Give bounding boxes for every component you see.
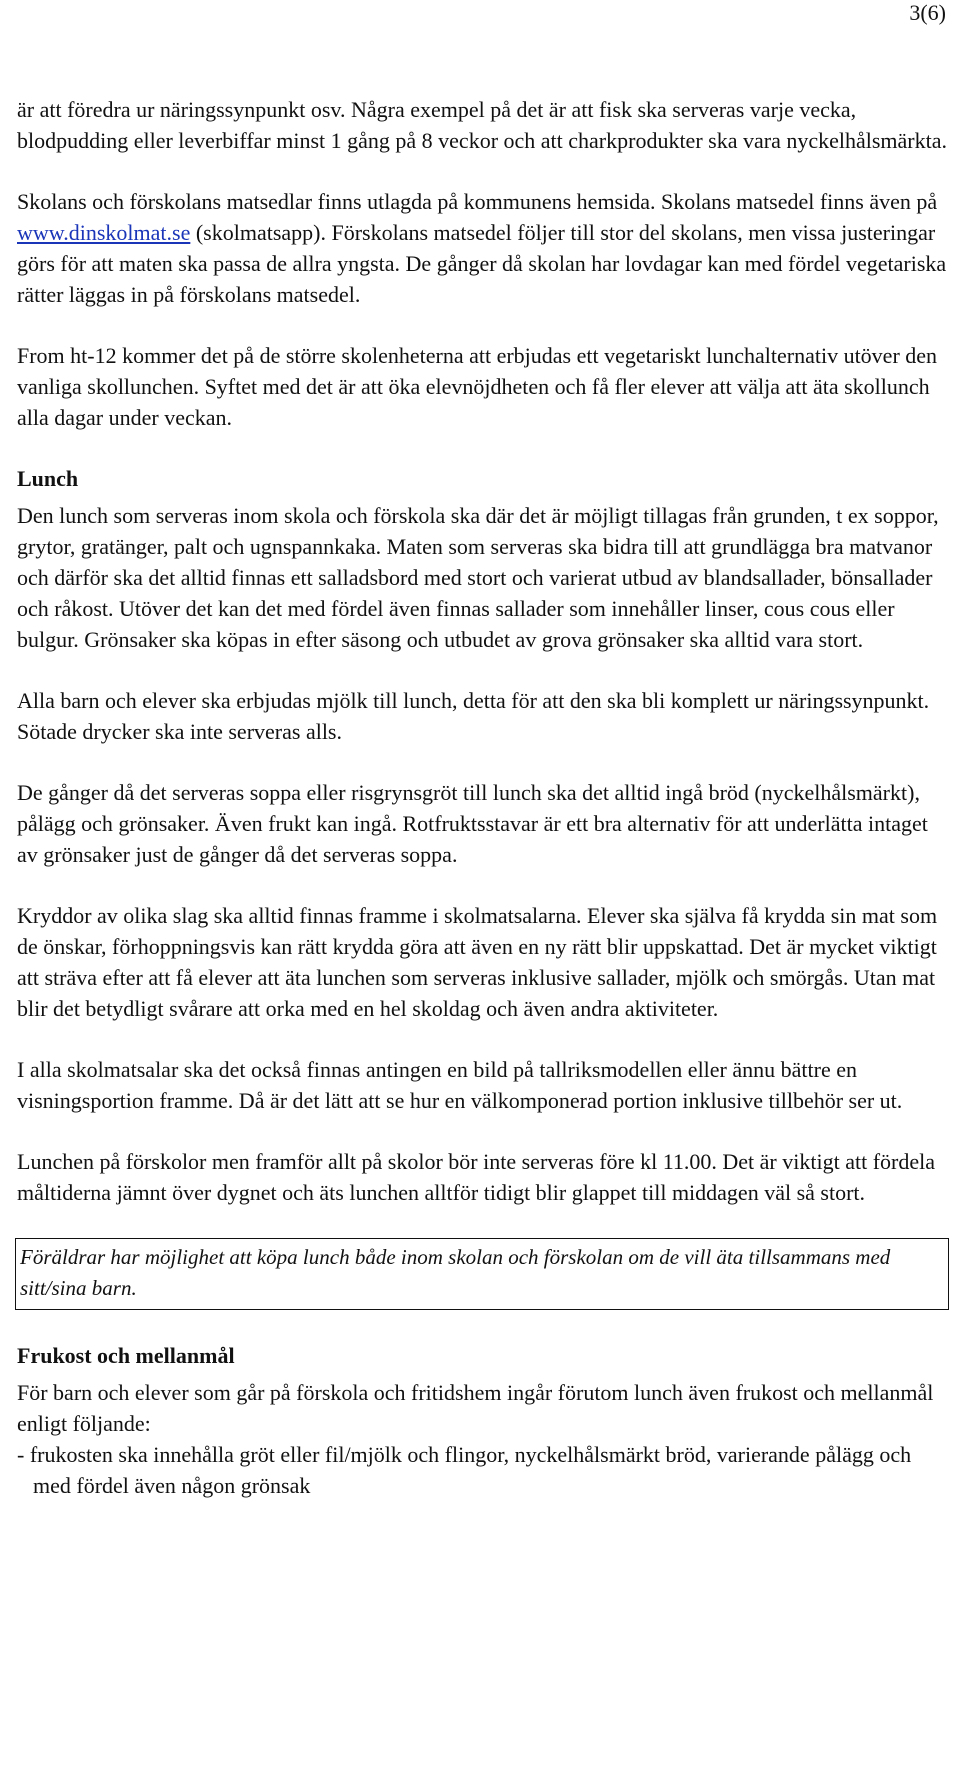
paragraph-lunch-3: De gånger då det serveras soppa eller risgrynsgröt till lunch ska det alltid ingå bröd (nyckelhålsmärkt), pålägg och grönsaker. Även frukt kan ingå. Rotfruktsstavar är ett bra alternativ för att underlätta intaget av grönsaker just de gånger då det serveras soppa.: [17, 780, 928, 867]
paragraph-lunch-2: Alla barn och elever ska erbjudas mjölk till lunch, detta för att den ska bli komplett ur näringssynpunkt. Sötade drycker ska inte serveras alls.: [17, 688, 930, 744]
heading-lunch: Lunch: [17, 466, 79, 491]
document-body: [17, 94, 947, 1501]
menus-text-after: (skolmatsapp). Förskolans matsedel följer till stor del skolans, men vissa justeringar görs för att maten ska passa de allra yngsta. De gånger då skolan har lovdagar kan med fördel vegetariska rätter läggas in på förskolans matsedel.: [17, 220, 947, 307]
page-number: 3(6): [909, 0, 946, 25]
paragraph-vegetarian: From ht-12 kommer det på de större skolenheterna att erbjudas ett vegetariskt lunchalternativ utöver den vanliga skollunchen. Syftet med det är att öka elevnöjdheten och få fler elever att välja att äta skollunch alla dagar under veckan.: [17, 343, 938, 430]
dinskolmat-link[interactable]: www.dinskolmat.se: [17, 220, 191, 245]
menus-text-before: Skolans och förskolans matsedlar finns utlagda på kommunens hemsida. Skolans matsedel finns även på: [17, 189, 938, 214]
list-item: - frukosten ska innehålla gröt eller fil/mjölk och flingor, nyckelhålsmärkt bröd, varierande pålägg och med fördel även någon grönsak: [17, 1442, 912, 1498]
paragraph-lunch-6: Lunchen på förskolor men framför allt på skolor bör inte serveras före kl 11.00. Det är viktigt att fördela måltiderna jämnt över dygnet och äts lunchen alltför tidigt blir glappet till middagen väl så stort.: [17, 1149, 935, 1205]
paragraph-menus: [17, 186, 947, 310]
paragraph-breakfast-intro: För barn och elever som går på förskola och fritidshem ingår förutom lunch även frukost och mellanmål enligt följande:: [17, 1380, 934, 1436]
breakfast-list: [17, 1439, 947, 1501]
paragraph-lunch-5: I alla skolmatsalar ska det också finnas antingen en bild på tallriksmodellen eller ännu bättre en visningsportion framme. Då är det lätt att se hur en välkomponerad portion inklusive tillbehör ser ut.: [17, 1057, 903, 1113]
paragraph-lunch-4: Kryddor av olika slag ska alltid finnas framme i skolmatsalarna. Elever ska själva få krydda sin mat som de önskar, förhoppningsvis kan rätt krydda göra att även en ny rätt blir uppskattad. Det är mycket viktigt att sträva efter att få elever att äta lunchen som serveras inklusive sallader, mjölk och smörgås. Utan mat blir det betydligt svårare att orka med en hel skoldag och även andra aktiviteter.: [17, 903, 938, 1021]
heading-breakfast: Frukost och mellanmål: [17, 1343, 235, 1368]
notice-box: Föräldrar har möjlighet att köpa lunch både inom skolan och förskolan om de vill äta tillsammans med sitt/sina barn.: [15, 1238, 949, 1310]
paragraph-lunch-1: Den lunch som serveras inom skola och förskola ska där det är möjligt tillagas från grunden, t ex soppor, grytor, gratänger, palt och ugnspannkaka. Maten som serveras ska bidra till att grundlägga bra matvanor och därför ska det alltid finnas ett salladsbord med stort och varierat utbud av blandsallader, bönsallader och råkost. Utöver det kan det med fördel även finnas sallader som innehåller linser, cous cous eller bulgur. Grönsaker ska köpas in efter säsong och utbudet av grova grönsaker ska alltid vara stort.: [17, 503, 939, 652]
paragraph-nutrition: är att föredra ur näringssynpunkt osv. Några exempel på det är att fisk ska serveras varje vecka, blodpudding eller leverbiffar minst 1 gång på 8 veckor och att charkprodukter ska vara nyckelhålsmärkta.: [17, 97, 947, 153]
